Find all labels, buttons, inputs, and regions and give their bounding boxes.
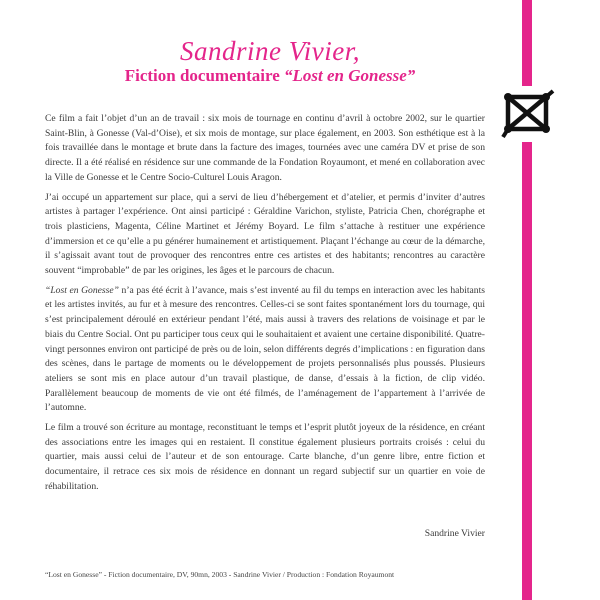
author-signature: Sandrine Vivier xyxy=(424,528,485,539)
paragraph-3-film-title: “Lost en Gonesse” xyxy=(45,284,119,296)
paragraph-4: Le film a trouvé son écriture au montage, reconstituant le temps et l’esprit plutôt joyeux de la résidence, en créant des associations entre les images qui en restaient. Il constitue également plusieurs portraits croisés : celui du quartier, mais aussi celui de l’auteur et de son entourage. Carte blanche, d’un genre libre, entre fiction et documentaire, il retrace ces six mois de résidence en donnant un regard subjectif sur un quartier en voie de réhabilitation. xyxy=(45,422,485,492)
page-subtitle xyxy=(45,65,495,87)
subtitle-prefix: Fiction documentaire xyxy=(124,66,284,85)
paragraph-2: J’ai occupé un appartement sur place, qui a servi de lieu d’hébergement et d’atelier, et permis d’inviter d’autres artistes à partager l’expérience. Ont ainsi participé : Géraldine Varichon, styliste, Patricia Chen, chorégraphe et trois plasticiens, Magenta, Céline Martinet et Jérémy Boyard. Le film s’attache à restituer une expérience d’immersion et ce qu’elle a pu générer humainement et artistiquement. Plaçant l’échange au cœur de la démarche, il s’agissait avant tout de provoquer des rencontres entre ces artistes et des habitants; rencontres au caractère souvent “improbable” de par les origines, les âges et le parcours de chacun. xyxy=(45,191,485,277)
page-title: Sandrine Vivier, xyxy=(180,36,360,66)
footer-credits: “Lost en Gonesse” - Fiction documentaire, DV, 90mn, 2003 - Sandrine Vivier / Production : Fondation Royaumont xyxy=(45,570,395,579)
paragraph-1: Ce film a fait l’objet d’un an de travail : six mois de tournage en continu d’avril à octobre 2002, sur le quartier Saint-Blin, à Gonesse (Val-d’Oise), et six mois de montage, sur place également, en 2003. Son esthétique est à la fois travaillée dans le montage et brute dans la facture des images, tournées avec une caméra DV et prise de son directe. Il a été réalisé en résidence sur une commande de la Fondation Royaumont, et mené en collaboration avec la Ville de Gonesse et le Centre Socio-Culturel Louis Aragon. xyxy=(45,113,485,183)
paragraph-3 xyxy=(45,284,485,416)
subtitle-film-title: “Lost en Gonesse” xyxy=(284,66,416,85)
article-body xyxy=(45,112,485,500)
paragraph-3-text: n’a pas été écrit à l’avance, mais s’est inventé au fil du temps en interaction avec les habitants et les artistes invités, au fur et à mesure des rencontres. Celles-ci se sont faites spontanément lors du tournage, qui s’est principalement déroulé en extérieur pendant l’été, mais aussi à travers des relations de voisinage et par le biais du Centre Social. Ont pu participer tous ceux qui le souhaitaient et avaient une certaine disponibilité. Quatre-vingt personnes environ ont participé de près ou de loin, selon différents degrés d’implications : en figuration dans des scènes, dans le partage de moments ou le développement de projets personnalisés plus poussés. Plusieurs ateliers se sont mis en place autour d’un travail plastique, de danse, d’essais à la fiction, de clip vidéo. Parallèlement beaucoup de moments de vie ont été filmés, de l’aménagement de l’appartement à l’arrivée de l’automne. xyxy=(45,284,485,414)
crossed-square-network-icon xyxy=(500,86,556,142)
